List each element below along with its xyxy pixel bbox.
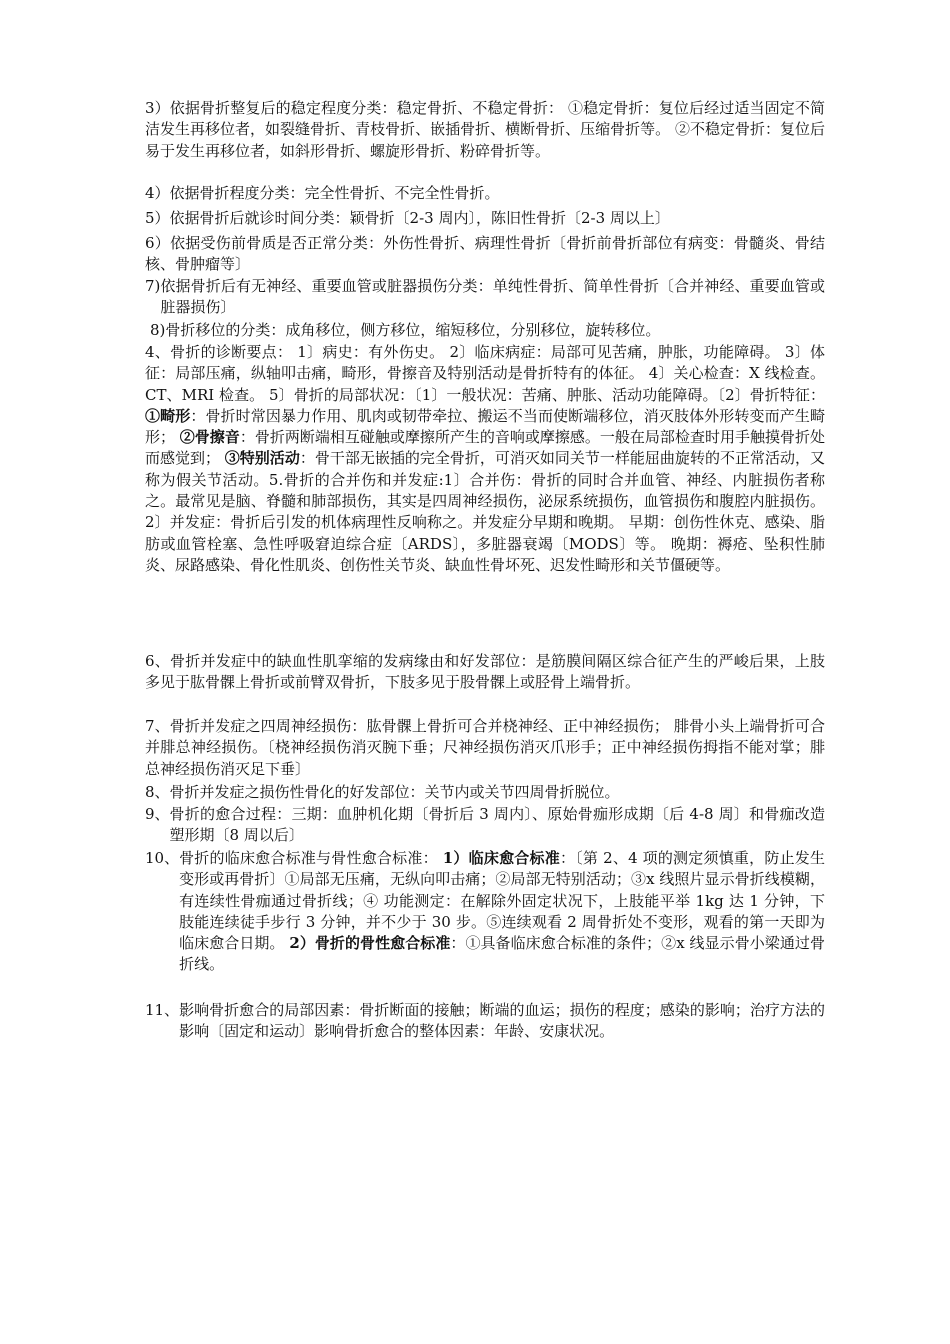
section-11-number: 11、 [145,1001,180,1019]
section-7-peripheral-nerve-injury: 7、骨折并发症之四周神经损伤：肱骨髁上骨折可合并桡神经、正中神经损伤； 腓骨小头上端骨折可合并腓总神经损伤。〔桡神经损伤消灭腕下垂；尺神经损伤消灭爪形手；正中神经损伤拇指不能对掌；腓总神经损伤消灭足下垂〕 [145,717,825,778]
section-9-healing-process [145,804,825,847]
item-4-degree-classification: 4）依据骨折程度分类：完全性骨折、不完全性骨折。 [145,184,500,202]
section-10-healing-standards [145,848,825,976]
deformity-term: ①畸形 [145,406,191,425]
abnormal-movement-term: ③特别活动 [224,449,300,468]
bone-crepitus-term: ②骨擦音 [179,428,240,447]
section-4-text-b: ：骨折时常因暴力作用、肌肉或韧带牵拉、搬运不当而使断端移位，消灭肢体外形转变而产生畸形； [145,406,825,447]
item-7-injury-classification [145,276,825,319]
section-4-text-d: ：骨干部无嵌插的完全骨折，可消灭如同关节一样能屈曲旋转的不正常活动，又称为假关节活动。5.骨折的合并伤和并发症:1〕合并伤：骨折的同时合并血管、神经、内脏损伤者称之。最常见是脑、脊髓和肺部损伤，其实是四周神经损伤，泌尿系统损伤，血管损伤和腹腔内脏损伤。2〕并发症：骨折后引发的机体病理性反响称之。并发症分早期和晚期。 早期：创伤性休克、感染、脂肪或血管栓塞、急性呼吸窘迫综合症〔ARDS〕，多脏器衰竭〔MODS〕等。 晚期：褥疮、坠积性肺炎、尿路感染、骨化性肌炎、创伤性关节炎、缺血性骨坏死、迟发性畸形和关节僵硬等。 [145,449,825,574]
section-4-diagnosis [145,342,825,576]
section-4-text-c: ：骨折两断端相互碰触或摩擦所产生的音响或摩擦感。一般在局部检查时用手触摸骨折处而感觉到； [145,428,825,468]
section-10-text-c: ：①具备临床愈合标准的条件；②x 线显示骨小梁通过骨折线。 [179,934,825,974]
section-10-text-b: ：〔第 2、4 项的测定须慎重，防止发生变形或再骨折〕①局部无压痛，无纵向叩击痛；②局部无特别活动；③x 线照片显示骨折线模糊，有连续性骨痂通过骨折线；④ 功能测定：在解除外固定状况下，上肢能平举 1kg 达 1 分钟，下肢能连续徒手步行 3 分钟，并不少于 30 步。⑤连续观看 2 周骨折处不变形，观看的第一天即为临床愈合日期。 [179,849,825,953]
item-6-bone-quality-classification: 6）依据受伤前骨质是否正常分类：外伤性骨折、病理性骨折〔骨折前骨折部位有病变：骨髓炎、骨结核、骨肿瘤等〕 [145,234,825,274]
bony-healing-standard-term: 2）骨折的骨性愈合标准 [289,934,451,953]
section-10-text [179,848,825,976]
section-6-ischemic-contracture: 6、骨折并发症中的缺血性肌挛缩的发病缘由和好发部位：是筋膜间隔区综合征产生的严峻后果，上肢多见于肱骨髁上骨折或前臂双骨折，下肢多见于股骨髁上或胫骨上端骨折。 [145,652,825,692]
section-10-text-a: 骨折的临床愈合标准与骨性愈合标准： [179,849,443,867]
section-4-text-a: 4、骨折的诊断要点： 1〕病史：有外伤史。 2〕临床病症：局部可见苦痛，肿胀，功能障碍。 3〕体征：局部压痛，纵轴叩击痛，畸形，骨擦音及特别活动是骨折特有的体征。 4〕关心检查：X 线检查。CT、MRI 检查。 5〕骨折的局部状况：〔1〕一般状况：苦痛、肿胀、活动功能障碍。〔2〕骨折特征： [145,343,825,404]
item-3-stability-classification: 3）依据骨折整复后的稳定程度分类：稳定骨折、不稳定骨折： ①稳定骨折：复位后经过适当固定不简洁发生再移位者，如裂缝骨折、青枝骨折、嵌插骨折、横断骨折、压缩骨折等。 ②不稳定骨折：复位后易于发生再移位者，如斜形骨折、螺旋形骨折、粉碎骨折等。 [145,99,825,160]
item-8-displacement-classification: 8)骨折移位的分类：成角移位，侧方移位，缩短移位，分别移位，旋转移位。 [150,321,661,339]
item-5-time-classification: 5）依据骨折后就诊时间分类：颖骨折〔2-3 周内〕，陈旧性骨折〔2-3 周以上〕 [145,209,670,227]
section-10-number: 10、 [145,849,180,867]
section-9-number: 9、 [145,805,170,823]
section-11-text: 影响骨折愈合的局部因素：骨折断面的接触；断端的血运；损伤的程度；感染的影响；治疗方法的影响〔固定和运动〕影响骨折愈合的整体因素：年龄、安康状况。 [179,1001,825,1041]
section-9-text: 骨折的愈合过程：三期：血肿机化期〔骨折后 3 周内〕、原始骨痂形成期〔后 4-8 周〕和骨痂改造塑形期〔8 周以后〕 [169,805,825,845]
section-8-traumatic-ossification: 8、骨折并发症之损伤性骨化的好发部位：关节内或关节四周骨折脱位。 [145,783,620,801]
clinical-healing-standard-term: 1）临床愈合标准 [442,849,560,867]
section-11-healing-factors [145,1000,825,1043]
item-7-number: 7) [145,277,161,295]
item-7-text: 依据骨折后有无神经、重要血管或脏器损伤分类：单纯性骨折、简单性骨折〔合并神经、重要血管或脏器损伤〕 [160,277,825,317]
